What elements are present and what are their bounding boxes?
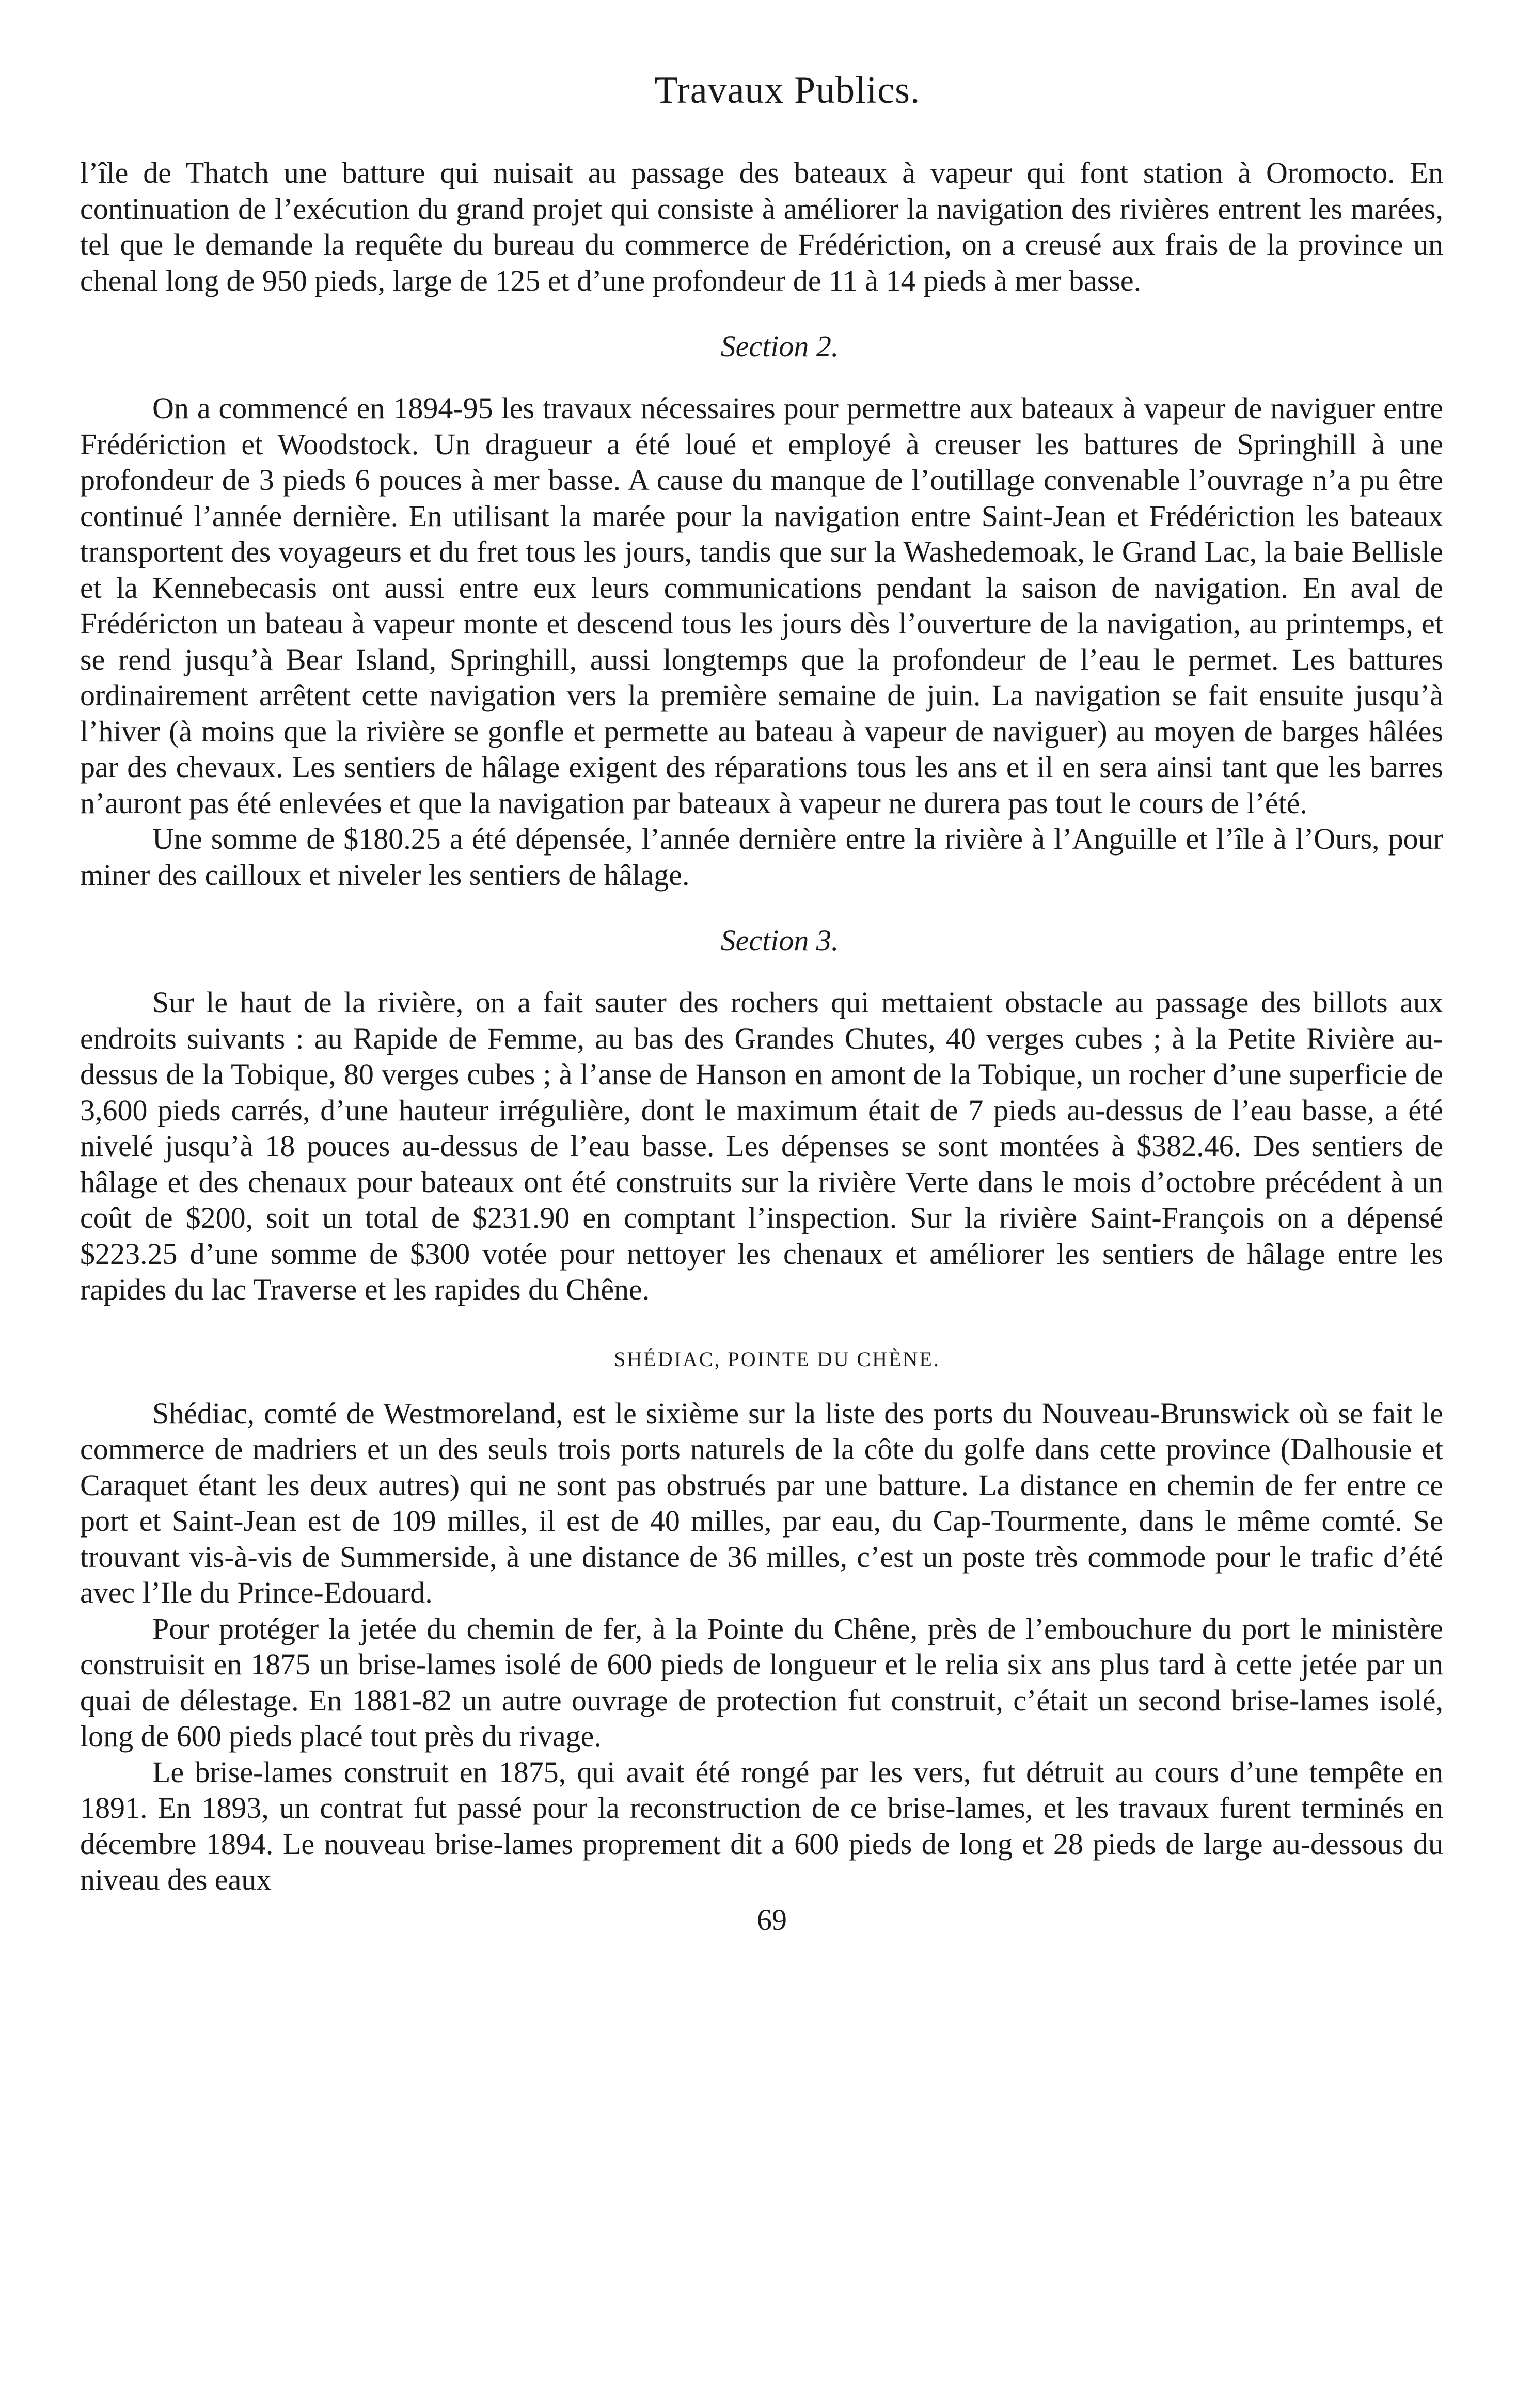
paragraph-continuation: l’île de Thatch une batture qui nuisait au passage des bateaux à vapeur qui font station à Oromocto. En continuation de l’exécution du grand projet qui consiste à améliorer la navigation des rivières entrent les marées, tel que le demande la requête du bureau du commerce de Frédériction, on a creusé aux frais de la province un chenal long de 950 pieds, large de 125 et d’une profondeur de 11 à 14 pieds à mer basse. xyxy=(80,156,1443,297)
running-head: Travaux Publics. xyxy=(654,69,921,112)
shediac-heading: SHÉDIAC, POINTE DU CHÈNE. xyxy=(614,1347,940,1371)
shediac-paragraph-2: Pour protéger la jetée du chemin de fer, à la Pointe du Chêne, près de l’embouchure du port le ministère construisit en 1875 un brise-lames isolé de 600 pieds de longueur et le relia six ans plus tard à cette jetée par un quai de délestage. En 1881-82 un autre ouvrage de protection fut construit, c’était un second brise-lames isolé, long de 600 pieds placé tout près du rivage. xyxy=(80,1611,1443,1753)
shediac-paragraph-3: Le brise-lames construit en 1875, qui avait été rongé par les vers, fut détruit au cours d’une tempête en 1891. En 1893, un contrat fut passé pour la reconstruction de ce brise-lames, et les travaux furent terminés en décembre 1894. Le nouveau brise-lames proprement dit a 600 pieds de long et 28 pieds de large au-dessous du niveau des eaux xyxy=(80,1755,1443,1896)
section-2-paragraph-1: On a commencé en 1894-95 les travaux nécessaires pour permettre aux bateaux à vapeur de naviguer entre Frédériction et Woodstock. Un dragueur a été loué et employé à creuser les battures de Springhill à une profondeur de 3 pieds 6 pouces à mer basse. A cause du manque de l’outillage convenable l’ouvrage n’a pu être continué l’année dernière. En utilisant la marée pour la navigation entre Saint-Jean et Frédériction les bateaux transportent des voyageurs et du fret tous les jours, tandis que sur la Washedemoak, le Grand Lac, la baie Bellisle et la Kennebecasis ont aussi entre eux leurs communications pendant la saison de navigation. En aval de Frédéricton un bateau à vapeur monte et descend tous les jours dès l’ouverture de la navigation, au printemps, et se rend jusqu’à Bear Island, Springhill, aussi longtemps que la profondeur de l’eau le permet. Les battures ordinairement arrêtent cette navigation vers la première semaine de juin. La navigation se fait ensuite jusqu’à l’hiver (à moins que la rivière se gonfle et permette au bateau à vapeur de naviguer) au moyen de barges hâlées par des chevaux. Les sentiers de hâlage exigent des réparations tous les ans et il en sera ainsi tant que les barres n’auront pas été enlevées et que la navigation par bateaux à vapeur ne durera pas tout le cours de l’été. xyxy=(80,391,1443,820)
section-3-paragraph-1: Sur le haut de la rivière, on a fait sauter des rochers qui mettaient obstacle au passage des billots aux endroits suivants : au Rapide de Femme, au bas des Grandes Chutes, 40 verges cubes ; à la Petite Rivière au-dessus de la Tobique, 80 verges cubes ; à l’anse de Hanson en amont de la Tobique, un rocher d’une superficie de 3,600 pieds carrés, d’une hauteur irrégulière, dont le maximum était de 7 pieds au-dessus de l’eau basse, a été nivelé jusqu’à 18 pouces au-dessus de l’eau basse. Les dépenses se sont montées à $382.46. Des sentiers de hâlage et des chenaux pour bateaux ont été construits sur la rivière Verte dans le mois d’octobre précédent à un coût de $200, soit un total de $231.90 en comptant l’inspection. Sur la rivière Saint-François on a dépensé $223.25 d’une somme de $300 votée pour nettoyer les chenaux et améliorer les sentiers de hâlage entre les rapides du lac Traverse et les rapides du Chêne. xyxy=(80,986,1443,1306)
document-page xyxy=(80,67,1443,1938)
shediac-paragraph-1: Shédiac, comté de Westmoreland, est le sixième sur la liste des ports du Nouveau-Brunswick où se fait le commerce de madriers et un des seuls trois ports naturels de la côte du golfe dans cette province (Dalhousie et Caraquet étant les deux autres) qui ne sont pas obstrués par une batture. La distance en chemin de fer entre ce port et Saint-Jean est de 109 milles, il est de 40 milles, par eau, du Cap-Tourmente, dans le même comté. Se trouvant vis-à-vis de Summerside, à une distance de 36 milles, c’est un poste très commode pour le trafic d’été avec l’Ile du Prince-Edouard. xyxy=(80,1396,1443,1609)
section-2-paragraph-2: Une somme de $180.25 a été dépensée, l’année dernière entre la rivière à l’Anguille et l’île à l’Ours, pour miner des cailloux et niveler les sentiers de hâlage. xyxy=(80,822,1443,892)
page-number: 69 xyxy=(757,1903,787,1937)
section-2-title: Section 2. xyxy=(720,329,839,363)
section-3-title: Section 3. xyxy=(720,924,839,957)
